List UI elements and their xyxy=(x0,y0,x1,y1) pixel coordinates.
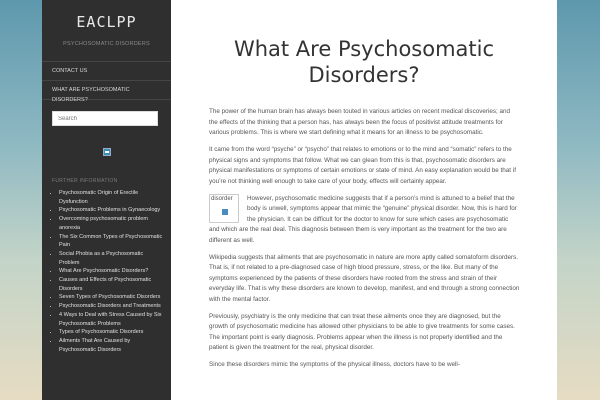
sidebar xyxy=(42,0,171,400)
list-item[interactable]: • Causes and Effects of Psychosomatic Disorders xyxy=(59,276,163,293)
broken-image-icon xyxy=(222,209,228,215)
main-nav xyxy=(42,61,171,103)
paragraph: However, psychosomatic medicine suggests that if a person’s mind is attuned to a belief that the body is unwell, symptoms appear that mimic the “genuine” physical disorder. Now, this is hard for the physician. It can be difficult for the doctor to know for sure which cases are psychosomatic and which are the real deal. This diagnosis between them is very important as the treatment for the two are different as well. xyxy=(209,194,517,244)
list-item[interactable]: • 4 Ways to Deal with Stress Caused by Six Psychosomatic Problems xyxy=(59,311,163,328)
page-title: What Are Psychosomatic Disorders? xyxy=(233,37,495,87)
list-item[interactable]: • Types of Psychosomatic Disorders xyxy=(59,328,163,337)
list-item[interactable]: • Ailments That Are Caused by Psychosomatic Disorders xyxy=(59,337,163,354)
paragraph: Previously, psychiatry is the only medicine that can treat these ailments once they are diagnosed, but the growth of psychosomatic medicine has allowed other physicians to be able to give treatments for some cases. The important point is early diagnosis. Problems appear when the illness is not properly identified and the patient is given the treatment for the real, physical disorder. xyxy=(209,312,515,351)
list-item[interactable]: • Overcoming psychosomatic problem anorexia xyxy=(59,215,163,232)
main-content xyxy=(171,0,557,400)
calendar-icon[interactable] xyxy=(103,148,111,156)
paragraph: It came from the word “psyche” or “psycho” that relates to emotions or to the mind and “somatic” refers to the physical signs and symptoms that follow. What we can glean from this is that, psychosomatic disorders are physical manifestations or symptoms of certain emotions or state of mind. An easy explanation would be that if you’re not thinking well enough to take care of your body, effects will certainly appear. xyxy=(209,146,516,185)
paragraph: The power of the human brain has always been touted in various articles on recent medical discoveries; and the effects of the thinking that a person has, has always been the focus of positivist attitude treatments for various problems. This is where we start defining what it means for an illness to be psychosomatic. xyxy=(209,108,511,136)
paragraph: Since these disorders mimic the symptoms of the physical illness, doctors have to be well- xyxy=(209,361,460,368)
search-input[interactable] xyxy=(52,111,158,126)
nav-item-what-are-psychosomatic-disorders[interactable]: WHAT ARE PSYCHOSOMATIC DISORDERS? xyxy=(42,81,171,100)
list-item[interactable]: • Seven Types of Psychosomatic Disorders xyxy=(59,293,163,302)
further-information-list xyxy=(42,189,171,354)
image-alt-text: disorder xyxy=(211,195,233,202)
widget-title: FURTHER INFORMATION xyxy=(52,178,118,184)
list-item[interactable]: • The Six Common Types of Psychosomatic Pain xyxy=(59,233,163,250)
paragraph: Wikipedia suggests that ailments that are psychosomatic in nature are more aptly called somatoform disorders. That is, if not related to a pre-diagnosed case of high blood pressure, stress, or the like. But many of the symptoms experienced by the patients of these disorders have rooted from the stress and strain of their everyday life. That is why these disorders are known to develop, manifest, and end through a strong connection with the mental factor. xyxy=(209,253,520,303)
site-description: PSYCHOSOMATIC DISORDERS xyxy=(63,41,150,47)
site-title[interactable]: EACLPP xyxy=(76,13,137,31)
list-item[interactable]: • Psychosomatic Problems in Gynaecology xyxy=(59,206,163,215)
nav-item-contact-us[interactable]: CONTACT US xyxy=(42,62,171,81)
article-image xyxy=(209,194,239,223)
list-item[interactable]: • Social Phobia as a Psychosomatic Problem xyxy=(59,250,163,267)
list-item[interactable]: • Psychosomatic Disorders and Treatments xyxy=(59,302,163,311)
list-item[interactable]: • What Are Psychosomatic Disorders? xyxy=(59,267,163,276)
list-item[interactable]: • Psychosomatic Origin of Erectile Dysfunction xyxy=(59,189,163,206)
article-body xyxy=(171,107,557,371)
